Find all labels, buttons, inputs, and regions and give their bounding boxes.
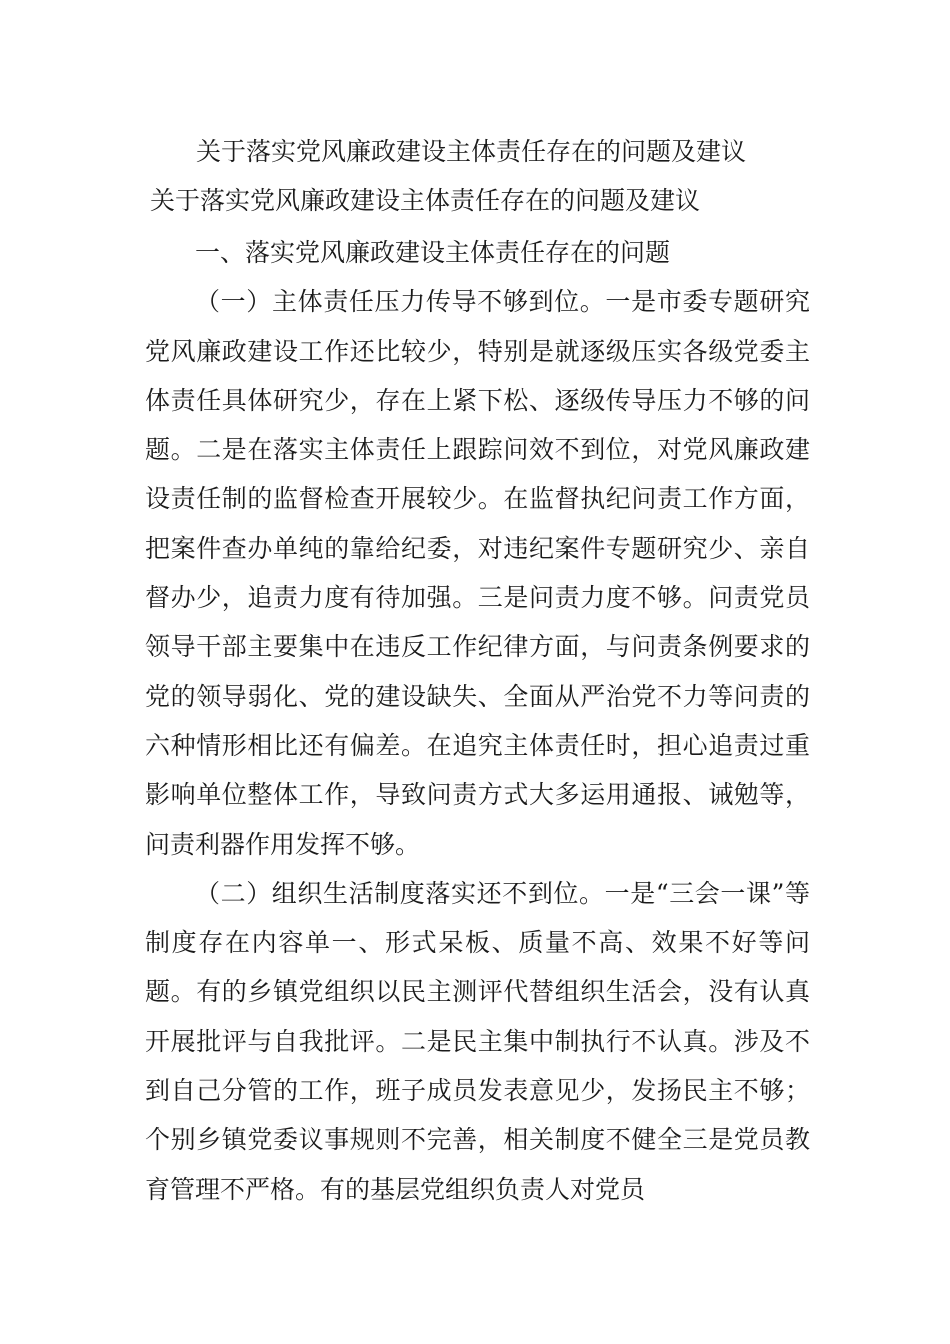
document-body xyxy=(145,228,810,1214)
section-heading: 一、落实党风廉政建设主体责任存在的问题 xyxy=(195,238,671,267)
document-title-repeat: 关于落实党风廉政建设主体责任存在的问题及建议 xyxy=(150,186,701,215)
paragraph-1: （一）主体责任压力传导不够到位。一是市委专题研究党风廉政建设工作还比较少，特别是就逐级压实各级党委主体责任具体研究少，存在上紧下松、逐级传导压力不够的问题。二是在落实主体责任上跟踪问效不到位，对党风廉政建设责任制的监督检查开展较少。在监督执纪问责工作方面，把案件查办单纯的靠给纪委，对违纪案件专题研究少、亲自督办少，追责力度有待加强。三是问责力度不够。问责党员领导干部主要集中在违反工作纪律方面，与问责条例要求的党的领导弱化、党的建设缺失、全面从严治党不力等问责的六种情形相比还有偏差。在追究主体责任时，担心追责过重影响单位整体工作，导致问责方式大多运用通报、诫勉等，问责利器作用发挥不够。 xyxy=(145,287,810,859)
paragraph-2: （二）组织生活制度落实还不到位。一是“三会一课”等制度存在内容单一、形式呆板、质量不高、效果不好等问题。有的乡镇党组织以民主测评代替组织生活会，没有认真开展批评与自我批评。二是民主集中制执行不认真。涉及不到自己分管的工作，班子成员发表意见少，发扬民主不够；个别乡镇党委议事规则不完善，相关制度不健全三是党员教育管理不严格。有的基层党组织负责人对党员 xyxy=(145,878,810,1204)
document-title: 关于落实党风廉政建设主体责任存在的问题及建议 xyxy=(196,137,747,166)
